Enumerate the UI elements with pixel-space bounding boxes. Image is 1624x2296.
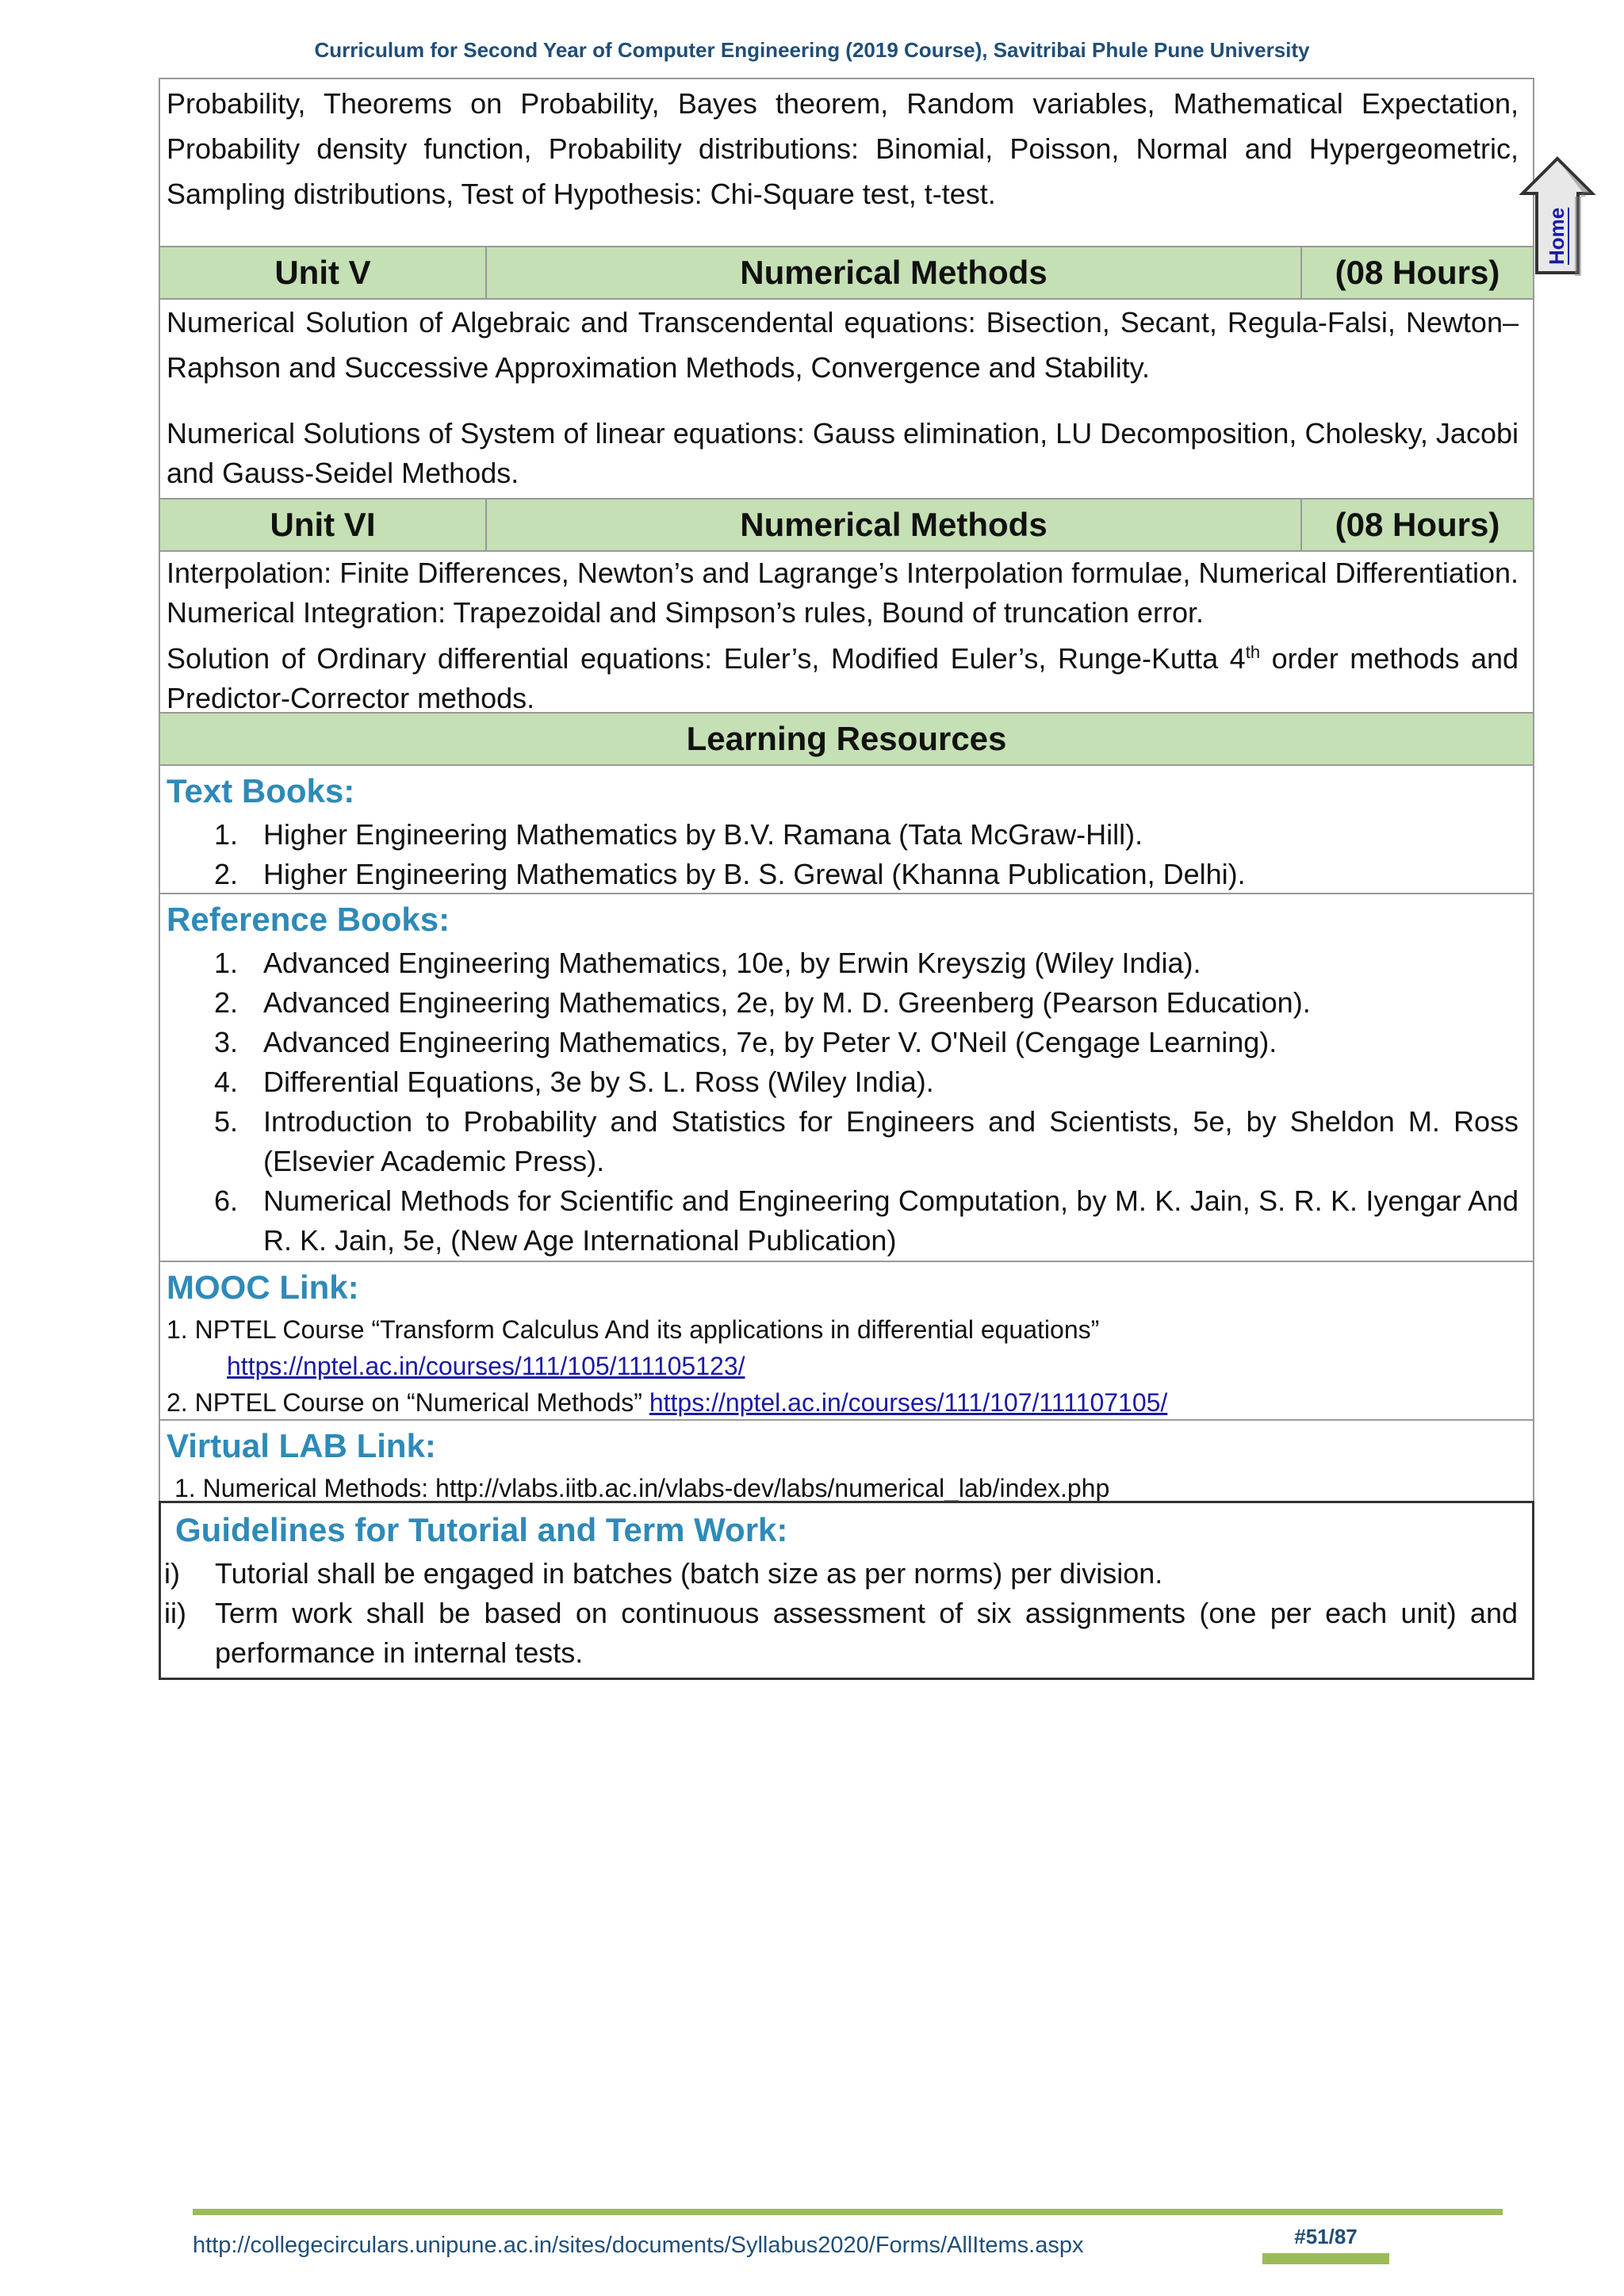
list-number: 4.	[213, 1066, 238, 1098]
list-number: 5.	[213, 1105, 238, 1138]
virtual-lab-section	[160, 1421, 1533, 1506]
list-item	[167, 1062, 1519, 1102]
guidelines-section	[159, 1501, 1534, 1680]
list-item	[167, 943, 1519, 983]
footer-url: http://collegecirculars.unipune.ac.in/sites/documents/Syllabus2020/Forms/AllItems.aspx	[193, 2233, 1084, 2258]
list-text: Introduction to Probability and Statistics for Engineers and Scientists, 5e, by Sheldon M. Ross (Elsevier Academic Press).	[263, 1105, 1519, 1177]
page-number-bar	[1262, 2253, 1389, 2264]
syllabus-table	[159, 78, 1534, 1506]
page-header: Curriculum for Second Year of Computer Engineering (2019 Course), Savitribai Phule Pune University	[314, 38, 1310, 62]
unit6-hours: (08 Hours)	[1335, 506, 1500, 543]
page-number: #51/87	[1294, 2225, 1358, 2248]
footer-divider	[193, 2209, 1503, 2215]
learning-resources-heading: Learning Resources	[160, 714, 1533, 766]
list-text: Higher Engineering Mathematics by B.V. Ramana (Tata McGraw-Hill).	[263, 818, 1143, 851]
reference-books-list	[167, 943, 1519, 1261]
list-number: 6.	[213, 1184, 238, 1217]
list-item	[161, 1554, 1518, 1594]
list-item	[167, 1181, 1519, 1261]
text-books-section	[160, 766, 1533, 894]
list-text: Advanced Engineering Mathematics, 7e, by Peter V. O'Neil (Cengage Learning).	[263, 1026, 1277, 1058]
unit6-para2-end: order methods and Predictor-Corrector methods.	[167, 642, 1519, 714]
list-number: 1.	[213, 947, 238, 979]
unit4-content: Probability, Theorems on Probability, Bayes theorem, Random variables, Mathematical Expectation, Probability density function, Probability distributions: Binomial, Poisson, Normal and Hypergeometric, Sampling distributions, Test of Hypothesis: Chi-Square test, t-test.	[160, 79, 1533, 247]
list-item	[167, 983, 1519, 1023]
unit6-content	[160, 552, 1533, 714]
guidelines-title: Guidelines for Tutorial and Term Work:	[175, 1511, 788, 1548]
list-number: 3.	[213, 1026, 238, 1058]
list-item	[167, 1102, 1519, 1181]
unit5-header-row	[160, 247, 1533, 300]
list-number: ii)	[164, 1597, 186, 1629]
unit6-para1: Interpolation: Finite Differences, Newton’s and Lagrange’s Interpolation formulae, Numerical Differentiation. Numerical Integration: Trapezoidal and Simpson’s rules, Bound of truncation error.	[167, 557, 1519, 629]
home-link[interactable]: Home	[1545, 207, 1568, 266]
reference-books-section	[160, 894, 1533, 1262]
unit5-hours: (08 Hours)	[1335, 254, 1500, 291]
unit6-label: Unit VI	[160, 499, 487, 550]
list-number: 1.	[213, 818, 238, 851]
unit5-title: Numerical Methods	[487, 247, 1302, 298]
mooc-line-2	[167, 1384, 1519, 1421]
unit6-header-row	[160, 499, 1533, 552]
mooc-link-1[interactable]: https://nptel.ac.in/courses/111/105/111105123/	[227, 1352, 745, 1380]
unit5-para2: Numerical Solutions of System of linear equations: Gauss elimination, LU Decomposition, Cholesky, Jacobi and Gauss-Seidel Methods.	[167, 417, 1519, 489]
mooc-line-2-text: 2. NPTEL Course on “Numerical Methods”	[167, 1388, 649, 1417]
text-books-title: Text Books:	[167, 772, 355, 809]
list-text: Tutorial shall be engaged in batches (batch size as per norms) per division.	[215, 1557, 1163, 1590]
unit5-para1: Numerical Solution of Algebraic and Transcendental equations: Bisection, Secant, Regula-Falsi, Newton–Raphson and Successive Approximation Methods, Convergence and Stability.	[167, 306, 1519, 384]
unit6-para2	[167, 633, 1519, 718]
list-text: Numerical Methods for Scientific and Engineering Computation, by M. K. Jain, S. R. K. Iyengar And R. K. Jain, 5e, (New Age International Publication)	[263, 1184, 1519, 1257]
list-item	[167, 1023, 1519, 1062]
list-text: Higher Engineering Mathematics by B. S. Grewal (Khanna Publication, Delhi).	[263, 858, 1246, 890]
text-books-list	[167, 815, 1519, 894]
list-item	[167, 815, 1519, 855]
list-text: Differential Equations, 3e by S. L. Ross (Wiley India).	[263, 1066, 934, 1098]
mooc-line-1: 1. NPTEL Course “Transform Calculus And its applications in differential equations”	[167, 1315, 1100, 1344]
unit5-content	[160, 300, 1533, 499]
list-number: 2.	[213, 986, 238, 1019]
mooc-title: MOOC Link:	[167, 1269, 359, 1306]
guidelines-list	[161, 1554, 1518, 1673]
virtual-lab-line: 1. Numerical Methods: http://vlabs.iitb.ac.in/vlabs-dev/labs/numerical_lab/index.php	[174, 1474, 1110, 1502]
virtual-lab-title: Virtual LAB Link:	[167, 1427, 436, 1464]
mooc-link-2[interactable]: https://nptel.ac.in/courses/111/107/111107105/	[649, 1388, 1168, 1417]
unit5-label: Unit V	[160, 247, 487, 298]
list-text: Advanced Engineering Mathematics, 10e, by Erwin Kreyszig (Wiley India).	[263, 947, 1201, 979]
list-number: 2.	[213, 858, 238, 890]
list-item	[161, 1594, 1518, 1673]
mooc-section	[160, 1262, 1533, 1421]
list-text: Advanced Engineering Mathematics, 2e, by M. D. Greenberg (Pearson Education).	[263, 986, 1311, 1019]
unit6-para2-start: Solution of Ordinary differential equations: Euler’s, Modified Euler’s, Runge-Kutta 4	[167, 642, 1246, 675]
reference-books-title: Reference Books:	[167, 901, 450, 938]
unit6-title: Numerical Methods	[487, 499, 1302, 550]
unit6-para2-superscript: th	[1245, 642, 1261, 662]
list-item	[167, 855, 1519, 894]
list-number: i)	[164, 1557, 180, 1590]
list-text: Term work shall be based on continuous assessment of six assignments (one per each unit) and performance in internal tests.	[215, 1597, 1518, 1669]
